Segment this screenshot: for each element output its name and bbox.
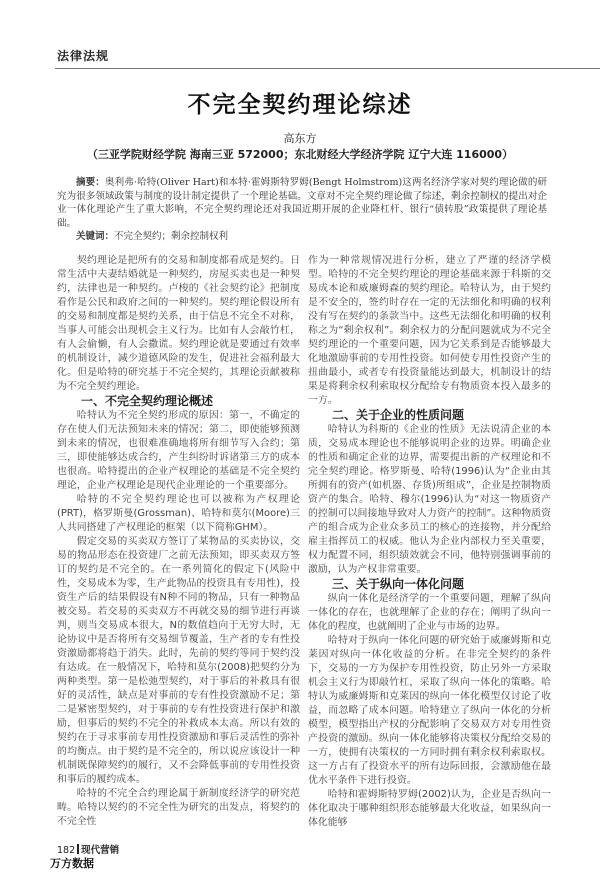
- header-rule: [55, 68, 600, 69]
- journal-name: 现代营销: [81, 844, 120, 856]
- body-paragraph: 哈特认为科斯的《企业的性质》无法说清企业的本质，交易成本理论也不能够说明企业的边界。明确企业的性质和确定企业的边界，需要提出新的产权理论和不完全契约理论。格罗斯曼、哈特(1996)认为“企业由其所拥有的资产(如机器、存货)所组成”，企业是控制物质资产的集合。哈特、穆尔(1996)认为“对这一物质资产的控制可以间接地导致对人力资产的控制”。这种物质资产的组合成为企业众多员工的核心的连接物，并分配给雇主指挥员工的权威。他认为企业内部权力至关重要，权力配置不同，组织绩效就会不同，他特别强调事前的激励，认为产权非常重要。: [308, 423, 551, 575]
- section-heading: 三、关于纵向一体化问题: [332, 576, 465, 591]
- page-footer: [57, 844, 600, 857]
- body-paragraph: 假定交易的买卖双方签订了某物品的买卖协议，交易的物品形态在投资建厂之前无法预知，即买卖双方签订的契约是不完全的。在一系列简化的假定下(风险中性，交易成本为零，生产此物品的投资具有专用性)，投资生产后的结果假设有N种不同的物品，只有一种物品被交易。若交易的买卖双方不再就交易的细节进行再谈判，则当交易成本很大，N的数值趋向于无穷大时，无论协议中是否将所有交易细节覆盖，生产者的专有性投资激励都将趋于消失。此时，先前的契约等同于契约没有达成。在一般情况下，哈特和莫尔(2008)把契约分为两种类型。第一是松弛型契约，对于事后的补救具有很好的灵活性，缺点是对事前的专有性投资激励不足；第二是紧密型契约，对于事前的专有性投资进行保护和激励，但事后的契约不完全的补救成本太高。所以有效的契约在于寻求事前专用性投资激励和事后灵活性的弥补的均衡点。由于契约是不完全的，所以说应该设计一种机制既保障契约的履行，又不会降低事前的专用性投资和事后的履约成本。: [57, 535, 300, 785]
- abstract-block: [57, 176, 547, 244]
- footer-divider: [77, 844, 79, 854]
- keywords-label: 关键词：: [76, 231, 115, 242]
- body-paragraph: 哈特和霍姆斯特罗姆(2002)认为，企业是否纵向一体化取决于哪种组织形态能够最大化收益，如果纵向一体化能够: [308, 788, 551, 828]
- section-label: 法律法规: [57, 49, 110, 63]
- body-paragraph: 哈特认为不完全契约形成的原因：第一，不确定的存在使人们无法预知未来的情况；第二，即使能够预测到未来的情况，也很难准确地将所有细节写入合约；第三，即使能够达成合约，产生纠纷时诉诸第三方的成本也很高。哈特提出的企业产权理论的基础是不完全契约理论，企业产权理论是现代企业理论的一个重要部分。: [57, 409, 300, 491]
- body-paragraph: 纵向一体化是经济学的一个重要问题，理解了纵向一体化的存在，也就理解了企业的存在；阐明了纵向一体化的程度，也就阐明了企业与市场的边界。: [308, 592, 551, 632]
- section-heading: 二、关于企业的性质问题: [332, 407, 465, 422]
- body-paragraph: 哈特的不完全合约理论属于新制度经济学的研究范畴。哈特以契约的不完全性为研究的出发点，将契约的不完全性: [57, 787, 300, 827]
- abstract-label: 摘要：: [76, 177, 105, 188]
- abstract: [57, 176, 547, 230]
- body-paragraph: 契约理论是把所有的交易和制度都看成是契约。日常生活中夫妻结婚就是一种契约，房屋买卖也是一种契约，法律也是一种契约。卢梭的《社会契约论》把制度看作是公民和政府之间的一种契约。契约理论假设所有的交易和制度都是契约关系，由于信息不完全不对称，当事人可能会出现机会主义行为。比如有人会敲竹杠，有人会偷懒，有人会撒谎。契约理论就是要通过有效率的机制设计，减少道德风险的发生，促进社会福利最大化。但是哈特的研究基于不完全契约，其理论贡献被称为不完全契约理论。: [57, 254, 300, 392]
- keywords-text: 不完全契约；剩余控制权利: [114, 231, 229, 242]
- left-column: [57, 254, 300, 829]
- body-columns: [0, 254, 600, 830]
- body-paragraph: 哈特对于纵向一体化问题的研究始于威廉姆斯和克莱因对纵向一体化收益的分析。在非完全契约的条件下，交易的一方为保护专用性投资，防止另外一方采取机会主义行为即敲竹杠，采取了纵向一体化的策略。哈特认为威廉姆斯和克莱因的纵向一体化模型仅讨论了收益，而忽略了成本问题。哈特建立了纵向一体化的分析模型，模型指出产权的分配影响了交易双方对专用性资产投资的激励。纵向一体化能够将决策权分配给交易的一方，使拥有决策权的一方同时拥有剩余权利索取权。这一方占有了投资水平的所有边际回报，会激励他在最优水平条件下进行投资。: [308, 634, 551, 786]
- affiliation: （三亚学院财经学院 海南三亚 572000；东北财经大学经济学院 辽宁大连 116000）: [86, 148, 514, 161]
- section-heading: 一、不完全契约理论概述: [81, 393, 214, 408]
- keywords: [57, 230, 547, 244]
- source-watermark: 万方数据: [50, 856, 94, 870]
- body-paragraph: 哈特的不完全契约理论也可以被称为产权理论(PRT)，格罗斯曼(Grossman)、哈特和莫尔(Moore)三人共同搭建了产权理论的框架（以下简称GHM）。: [57, 493, 300, 533]
- body-paragraph: 作为一种常规情况进行分析，建立了严谨的经济学模型。哈特的不完全契约理论的理论基础来源于科斯的交易成本论和威廉姆森的契约理论。哈特认为，由于契约是不安全的，签约时存在一定的无法细化和明确的权利没有写在契约的条款当中。这些无法细化和明确的权利称之为“剩余权利”。剩余权力的分配问题就成为不完全契约理论的一个重要问题，因为它关系到是否能够最大化地激励事前的专用性投资。如何使专用性投资产生的扭曲最小，或者专有投资量能达到最大，机制设计的结果是将剩余权利索取权分配给专有物质资本投入最多的一方。: [308, 254, 551, 406]
- author: 高东方: [283, 132, 317, 145]
- right-column: [308, 254, 551, 830]
- abstract-text: 奥利弗·哈特(Oliver Hart)和本特·霍姆斯特罗姆(Bengt Holmstrom)这两名经济学家对契约理论做的研究为很多领域政策与制度的设计制定提供了一个理论基础。文章对不完全契约理论做了综述，剩余控制权的提出对企业一体化理论产生了重大影响，不完全契约理论还对我国近期开展的企业降杠杆、银行“债转股”政策提供了理论基础。: [57, 177, 547, 229]
- page-number: 182: [57, 844, 76, 856]
- article-title: 不完全契约理论综述: [187, 92, 413, 118]
